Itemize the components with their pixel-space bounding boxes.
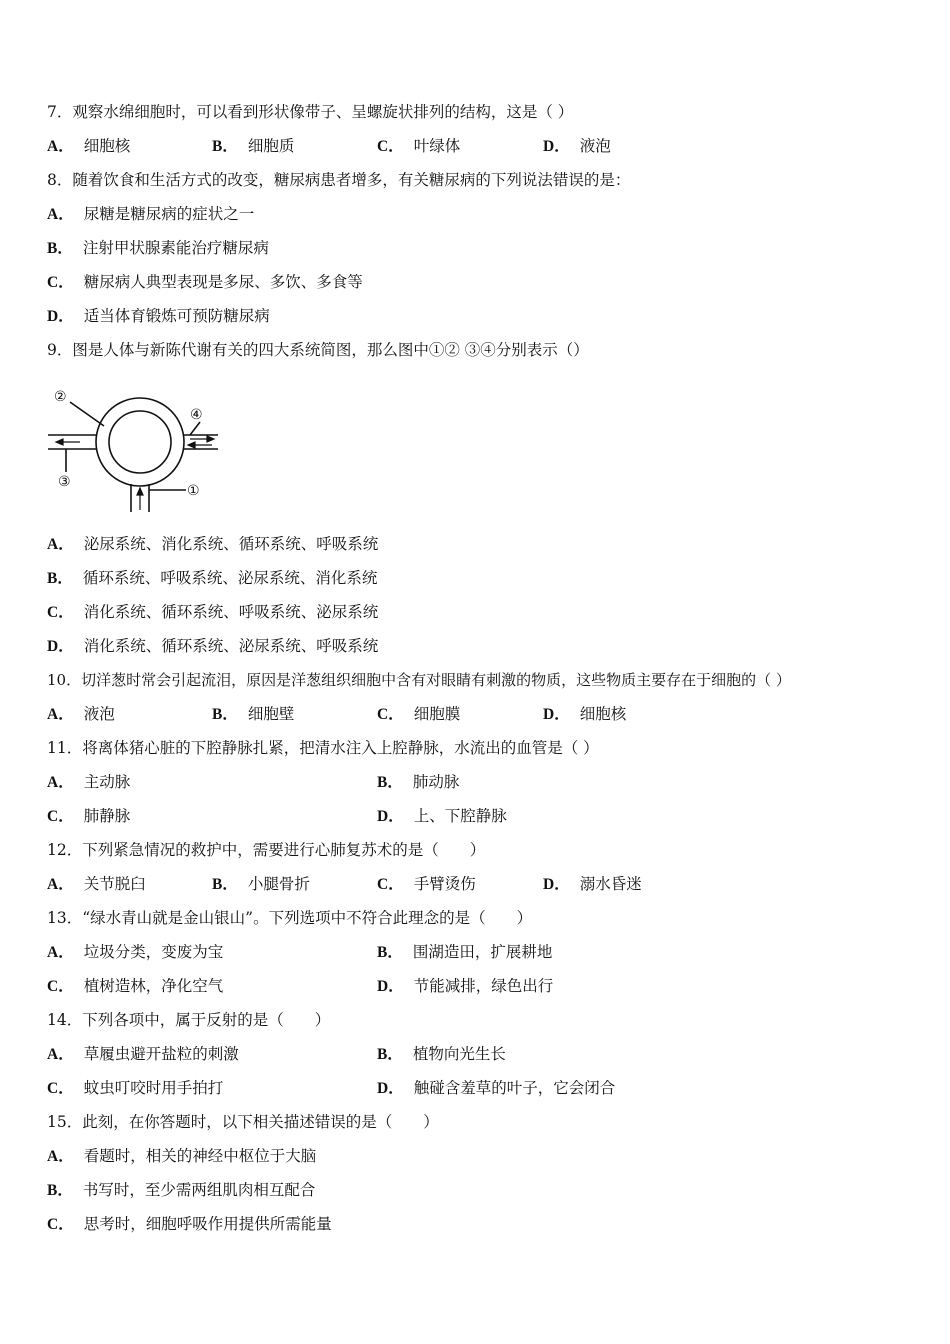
label-4: ④ (190, 407, 203, 423)
q8-option-c[interactable]: C． 糖尿病人典型表现是多尿、多饮、多食等 (47, 273, 363, 291)
q15-option-b[interactable]: B． 书写时，至少需两组肌肉相互配合 (47, 1181, 316, 1199)
q8-option-d[interactable]: D． 适当体育锻炼可预防糖尿病 (47, 307, 270, 325)
question-10-stem: 10．切洋葱时常会引起流泪，原因是洋葱组织细胞中含有对眼睛有刺激的物质，这些物质主要存在于细胞的（ ） (47, 671, 791, 689)
question-13-stem: 13．“绿水青山就是金山银山”。下列选项中不符合此理念的是（ ） (47, 909, 533, 927)
q10-option-c[interactable]: C． 细胞膜 (377, 705, 461, 723)
q11-option-c[interactable]: C． 肺静脉 (47, 807, 131, 825)
q14-option-d[interactable]: D． 触碰含羞草的叶子，它会闭合 (377, 1079, 616, 1097)
label-2: ② (54, 389, 67, 405)
q12-option-b[interactable]: B． 小腿骨折 (212, 875, 310, 893)
q7-option-b[interactable]: B． 细胞质 (212, 137, 295, 155)
metabolism-systems-diagram (40, 378, 230, 514)
q11-option-a[interactable]: A． 主动脉 (47, 773, 131, 791)
q7-option-d[interactable]: D． 液泡 (543, 137, 611, 155)
question-15-stem: 15．此刻，在你答题时，以下相关描述错误的是（ ） (47, 1113, 439, 1131)
question-9-stem: 9．图是人体与新陈代谢有关的四大系统简图，那么图中①② ③④分别表示（） (47, 341, 589, 359)
q13-option-d[interactable]: D． 节能减排，绿色出行 (377, 977, 554, 995)
q15-option-a[interactable]: A． 看题时，相关的神经中枢位于大脑 (47, 1147, 317, 1165)
q9-option-b[interactable]: B． 循环系统、呼吸系统、泌尿系统、消化系统 (47, 569, 378, 587)
q7-option-c[interactable]: C． 叶绿体 (377, 137, 461, 155)
q14-option-b[interactable]: B． 植物向光生长 (377, 1045, 506, 1063)
circulation-ring-inner (109, 411, 171, 473)
q15-option-c[interactable]: C． 思考时，细胞呼吸作用提供所需能量 (47, 1215, 332, 1233)
question-14-stem: 14．下列各项中，属于反射的是（ ） (47, 1011, 331, 1029)
question-7-stem: 7．观察水绵细胞时，可以看到形状像带子、呈螺旋状排列的结构，这是（ ） (47, 103, 574, 121)
q14-option-c[interactable]: C． 蚊虫叮咬时用手拍打 (47, 1079, 224, 1097)
question-8-stem: 8．随着饮食和生活方式的改变，糖尿病患者增多，有关糖尿病的下列说法错误的是： (47, 171, 631, 189)
q12-option-d[interactable]: D． 溺水昏迷 (543, 875, 642, 893)
pointer-2 (70, 402, 104, 426)
q13-option-a[interactable]: A． 垃圾分类，变废为宝 (47, 943, 224, 961)
q10-option-b[interactable]: B． 细胞壁 (212, 705, 295, 723)
q10-option-d[interactable]: D． 细胞核 (543, 705, 627, 723)
q14-option-a[interactable]: A． 草履虫避开盐粒的刺激 (47, 1045, 239, 1063)
question-12-stem: 12．下列紧急情况的救护中，需要进行心肺复苏术的是（ ） (47, 841, 486, 859)
q13-option-c[interactable]: C． 植树造林，净化空气 (47, 977, 224, 995)
q12-option-a[interactable]: A． 关节脱臼 (47, 875, 146, 893)
q12-option-c[interactable]: C． 手臂烫伤 (377, 875, 476, 893)
label-3: ③ (58, 474, 71, 490)
q11-option-b[interactable]: B． 肺动脉 (377, 773, 460, 791)
q7-option-a[interactable]: A． 细胞核 (47, 137, 131, 155)
label-1: ① (187, 483, 200, 499)
q8-option-a[interactable]: A． 尿糖是糖尿病的症状之一 (47, 205, 255, 223)
q10-option-a[interactable]: A． 液泡 (47, 705, 115, 723)
q9-option-d[interactable]: D． 消化系统、循环系统、泌尿系统、呼吸系统 (47, 637, 379, 655)
q8-option-b[interactable]: B． 注射甲状腺素能治疗糖尿病 (47, 239, 269, 257)
q9-option-a[interactable]: A． 泌尿系统、消化系统、循环系统、呼吸系统 (47, 535, 379, 553)
q11-option-d[interactable]: D． 上、下腔静脉 (377, 807, 507, 825)
q13-option-b[interactable]: B． 围湖造田，扩展耕地 (377, 943, 553, 961)
question-11-stem: 11．将离体猪心脏的下腔静脉扎紧，把清水注入上腔静脉，水流出的血管是（ ） (47, 739, 599, 757)
q9-option-c[interactable]: C． 消化系统、循环系统、呼吸系统、泌尿系统 (47, 603, 379, 621)
pointer-4 (190, 422, 200, 435)
